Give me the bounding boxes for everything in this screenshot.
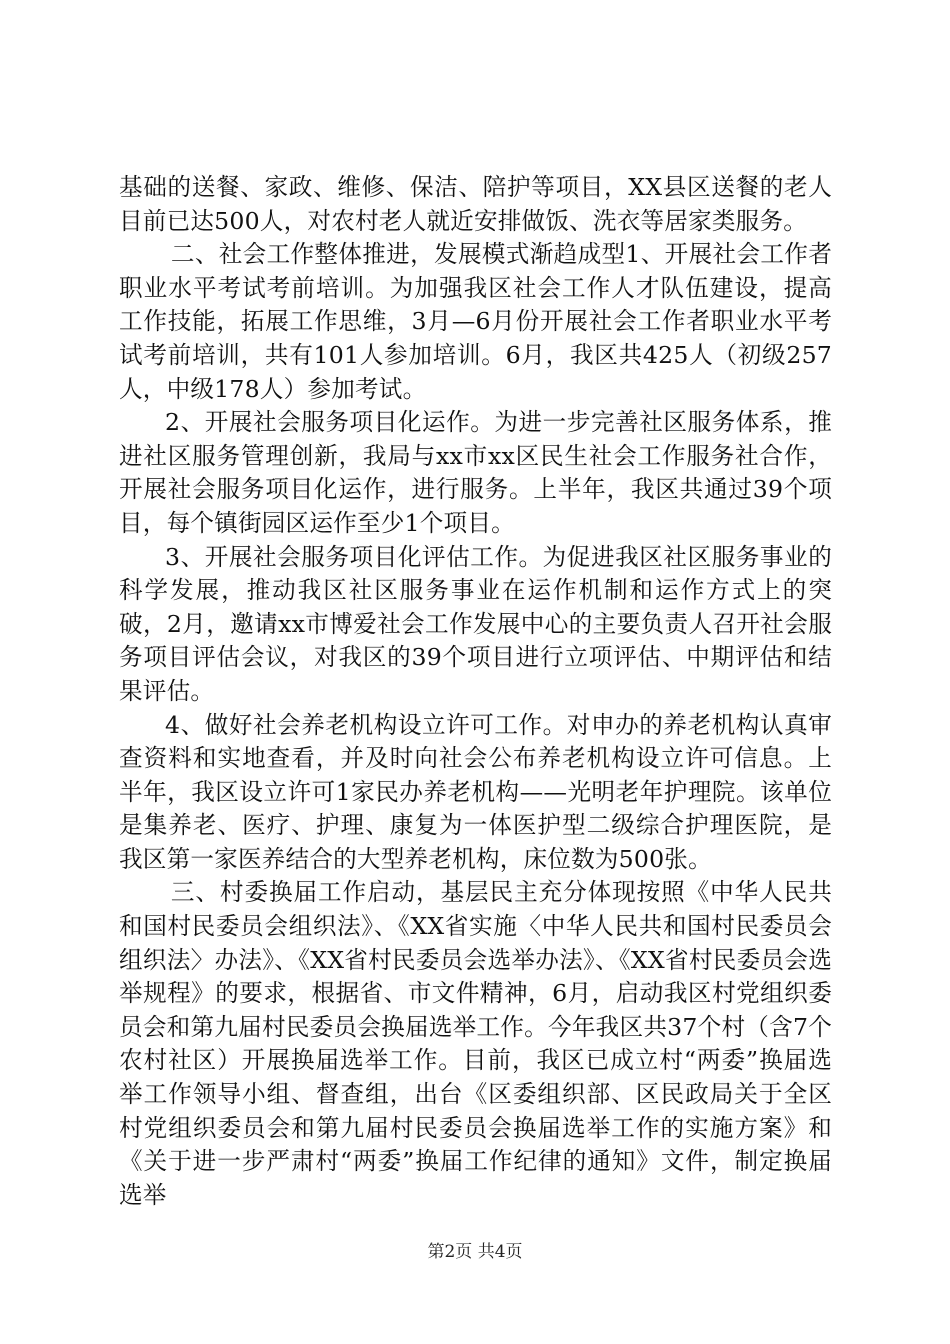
page-number-label: 第2页 共4页 — [427, 1242, 523, 1262]
paragraph-section-three: 三、村委换届工作启动，基层民主充分体现按照《中华人民共和国村民委员会组织法》、《XX省实施〈中华人民共和国村民委员会组织法〉办法》、《XX省村民委员会选举办法》、《XX省村民委员会选举规程》的要求，根据省、市文件精神，6月，启动我区村党组织委员会和第九届村民委员会换届选举工作。今年我区共37个村（含7个农村社区）开展换届选举工作。目前，我区已成立村“两委”换届选举工作领导小组、督查组，出台《区委组织部、区民政局关于全区村党组织委员会和第九届村民委员会换届选举工作的实施方案》和《关于进一步严肃村“两委”换届工作纪律的通知》文件，制定换届选举 — [119, 878, 832, 1209]
document-body — [119, 171, 832, 1212]
paragraph-item-4: 4、做好社会养老机构设立许可工作。对申办的养老机构认真审查资料和实地查看，并及时向社会公布养老机构设立许可信息。上半年，我区设立许可1家民办养老机构——光明老年护理院。该单位是集养老、医疗、护理、康复为一体医护型二级综合护理医院，是我区第一家医养结合的大型养老机构，床位数为500张。 — [119, 710, 832, 873]
paragraph-continuation: 基础的送餐、家政、维修、保洁、陪护等项目，XX县区送餐的老人目前已达500人，对农村老人就近安排做饭、洗衣等居家类服务。 — [119, 173, 832, 235]
paragraph-item-3: 3、开展社会服务项目化评估工作。为促进我区社区服务事业的科学发展，推动我区社区服务事业在运作机制和运作方式上的突破，2月，邀请xx市博爱社会工作发展中心的主要负责人召开社会服务项目评估会议，对我区的39个项目进行立项评估、中期评估和结果评估。 — [119, 542, 832, 705]
paragraph-item-2: 2、开展社会服务项目化运作。为进一步完善社区服务体系，推进社区服务管理创新，我局与xx市xx区民生社会工作服务社合作，开展社会服务项目化运作，进行服务。上半年，我区共通过39个项目，每个镇街园区运作至少1个项目。 — [119, 408, 832, 537]
paragraph-section-two: 二、社会工作整体推进，发展模式渐趋成型1、开展社会工作者职业水平考试考前培训。为加强我区社会工作人才队伍建设，提高工作技能，拓展工作思维，3月—6月份开展社会工作者职业水平考试考前培训，共有101人参加培训。6月，我区共425人（初级257人，中级178人）参加考试。 — [119, 240, 832, 403]
page-footer — [0, 1240, 950, 1264]
